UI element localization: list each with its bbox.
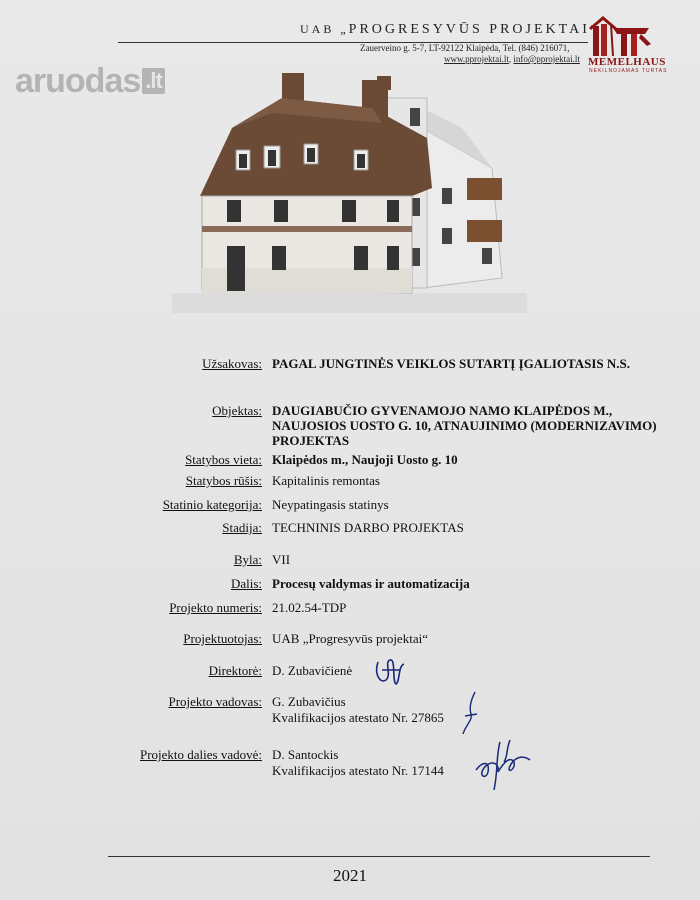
field-value: Neypatingasis statinys [272,497,389,512]
field-value: PAGAL JUNGTINĖS VEIKLOS SUTARTĮ ĮGALIOTASIS N.S. [272,356,630,371]
field-label: Užsakovas: [202,356,262,371]
field-label: Dalis: [230,576,262,591]
field-value-secondary: Kvalifikacijos atestato Nr. 17144 [272,763,444,778]
field-label: Byla: [233,552,262,567]
company-email[interactable]: info@pprojektai.lt [513,54,580,64]
logo-name: MEMELHAUS [588,56,666,68]
field-label: Objektas: [212,403,262,418]
company-name: UAB „PROGRESYVŪS PROJEKTAI [300,22,590,37]
field-label: Statybos vieta: [185,452,262,467]
field-value: G. Zubavičius [272,694,346,709]
company-address: Zauerveino g. 5-7, LT-92122 Klaipėda, Tel. (846) 216071, [360,43,570,53]
field-value: DAUGIABUČIO GYVENAMOJO NAMO KLAIPĖDOS M., NAUJOSIOS UOSTO G. 10, ATNAUJINIMO (MODERNIZAVIMO) PROJEKTAS [272,403,657,448]
field-label: Direktorė: [208,663,262,678]
part-manager-signature [470,732,540,794]
company-website[interactable]: www.pprojektai.lt [444,54,509,64]
field-value-secondary: Kvalifikacijos atestato Nr. 27865 [272,710,444,725]
field-label: Stadija: [222,520,262,535]
field-label: Statybos rūšis: [185,473,262,488]
field-label: Projekto dalies vadovė: [139,747,262,762]
field-value: VII [272,552,291,567]
field-label: Statinio kategorija: [162,497,262,512]
building-rendering [172,68,527,313]
logo-subtitle: NEKILNOJAMAS TURTAS [589,68,668,74]
director-signature [370,652,410,692]
field-value: 21.02.54-TDP [272,600,347,615]
footer-rule [108,856,650,857]
field-value: D. Zubavičienė [272,663,353,678]
field-value: Procesų valdymas ir automatizacija [272,576,470,591]
field-projekto-vadovas [0,694,700,728]
field-value: Kapitalinis remontas [272,473,380,488]
field-label: Projekto numeris: [169,600,262,615]
field-value: Klaipėdos m., Naujoji Uosto g. 10 [272,452,458,467]
field-value: UAB „Progresyvūs projektai“ [272,631,428,646]
field-value: TECHNINIS DARBO PROJEKTAS [272,520,464,535]
aruodas-watermark: aruodas .lt [15,62,165,101]
field-label: Projekto vadovas: [168,694,262,709]
field-objektas [0,403,700,451]
field-uzsakovas [0,356,700,390]
field-projekto-dalies-vadove [0,747,700,781]
field-label: Projektuotojas: [183,631,262,646]
company-contacts: www.pprojektai.lt, info@pprojektai.lt [444,54,580,64]
field-value: D. Santockis [272,747,339,762]
document-year: 2021 [333,866,367,885]
project-manager-signature [455,690,485,738]
